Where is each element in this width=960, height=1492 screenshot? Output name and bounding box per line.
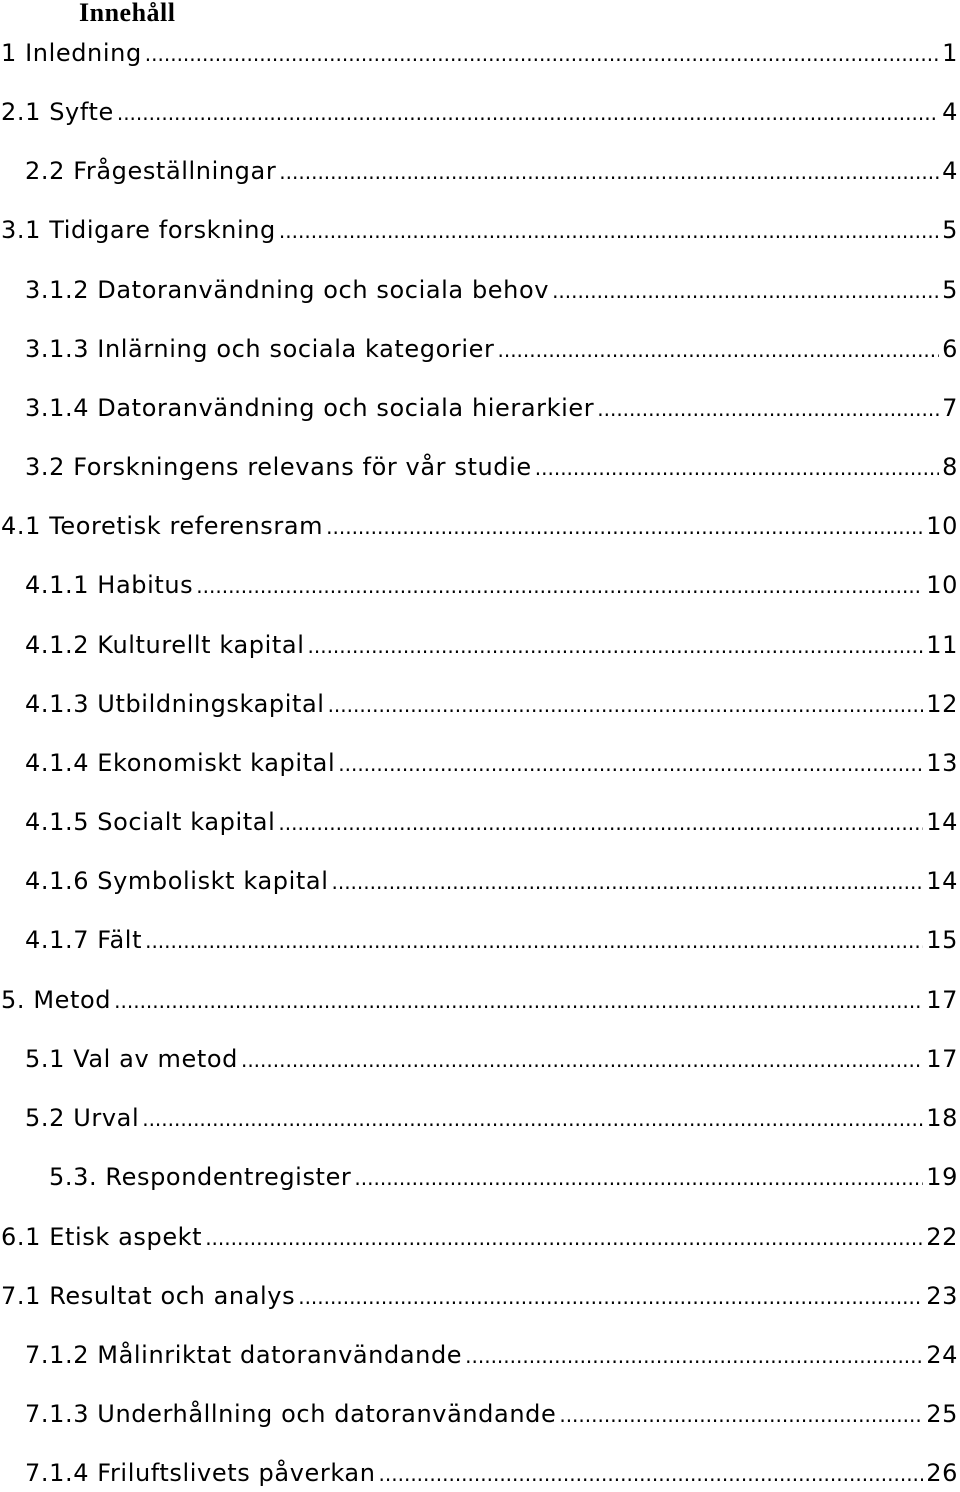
dot-leader bbox=[308, 628, 924, 664]
toc-entry-page: 15 bbox=[926, 926, 958, 954]
toc-entry-label: 3.1.2 Datoranvändning och sociala behov bbox=[25, 276, 550, 304]
toc-entry-underhallning-datoranvandande[interactable] bbox=[25, 1396, 958, 1432]
toc-entry-etisk-aspekt[interactable] bbox=[1, 1219, 958, 1255]
toc-entry-page: 25 bbox=[926, 1400, 958, 1428]
toc-entry-label: 4.1.6 Symboliskt kapital bbox=[25, 867, 329, 895]
toc-entry-datoranvandning-sociala-hierarkier[interactable] bbox=[25, 390, 958, 426]
toc-entry-page: 17 bbox=[926, 1045, 958, 1073]
toc-entry-label: 5.2 Urval bbox=[25, 1104, 140, 1132]
dot-leader bbox=[497, 332, 939, 368]
toc-entry-teoretisk-referensram[interactable] bbox=[1, 508, 958, 544]
toc-entry-label: 4.1.5 Socialt kapital bbox=[25, 808, 276, 836]
toc-entry-page: 7 bbox=[942, 394, 958, 422]
toc-entry-ekonomiskt-kapital[interactable] bbox=[25, 745, 958, 781]
toc-entry-label: 2.2 Frågeställningar bbox=[25, 157, 277, 185]
dot-leader bbox=[279, 213, 939, 249]
dot-leader bbox=[465, 1338, 923, 1374]
dot-leader bbox=[205, 1220, 923, 1256]
toc-entry-page: 17 bbox=[926, 986, 958, 1014]
toc-entry-page: 10 bbox=[926, 512, 958, 540]
toc-entry-label: 3.1.3 Inlärning och sociala kategorier bbox=[25, 335, 495, 363]
dot-leader bbox=[279, 154, 939, 190]
toc-entry-page: 12 bbox=[926, 690, 958, 718]
toc-entry-label: 1 Inledning bbox=[1, 39, 142, 67]
toc-entry-inledning[interactable] bbox=[1, 35, 958, 71]
toc-entry-label: 4.1 Teoretisk referensram bbox=[1, 512, 324, 540]
toc-title: Innehåll bbox=[79, 0, 176, 27]
toc-entry-page: 26 bbox=[926, 1459, 958, 1487]
toc-entry-page: 19 bbox=[926, 1163, 958, 1191]
dot-leader bbox=[535, 450, 939, 486]
toc-entry-page: 23 bbox=[926, 1282, 958, 1310]
toc-entry-label: 3.1.4 Datoranvändning och sociala hierarkier bbox=[25, 394, 595, 422]
toc-entry-tidigare-forskning[interactable] bbox=[1, 212, 958, 248]
dot-leader bbox=[338, 746, 923, 782]
toc-entry-falt[interactable] bbox=[25, 922, 958, 958]
toc-entry-page: 10 bbox=[926, 571, 958, 599]
toc-entry-malinriktat-datoranvandande[interactable] bbox=[25, 1337, 958, 1373]
dot-leader bbox=[552, 273, 939, 309]
toc-entry-label: 5.1 Val av metod bbox=[25, 1045, 238, 1073]
toc-entry-page: 6 bbox=[942, 335, 958, 363]
toc-entry-page: 13 bbox=[926, 749, 958, 777]
toc-entry-label: 4.1.2 Kulturellt kapital bbox=[25, 631, 305, 659]
toc-entry-syfte[interactable] bbox=[1, 94, 958, 130]
dot-leader bbox=[331, 864, 923, 900]
toc-entry-label: 3.1 Tidigare forskning bbox=[1, 216, 276, 244]
toc-entry-page: 1 bbox=[942, 39, 958, 67]
toc-entry-page: 4 bbox=[942, 98, 958, 126]
toc-entry-label: 5. Metod bbox=[1, 986, 112, 1014]
toc-entry-page: 5 bbox=[942, 216, 958, 244]
toc-entry-page: 14 bbox=[926, 808, 958, 836]
toc-entry-resultat-och-analys[interactable] bbox=[1, 1278, 958, 1314]
dot-leader bbox=[328, 687, 924, 723]
toc-entry-page: 22 bbox=[926, 1223, 958, 1251]
toc-entry-label: 7.1.3 Underhållning och datoranvändande bbox=[25, 1400, 557, 1428]
toc-entry-inlarning-sociala-kategorier[interactable] bbox=[25, 331, 958, 367]
toc-entry-fragestallningar[interactable] bbox=[25, 153, 958, 189]
toc-entry-label: 7.1.4 Friluftslivets påverkan bbox=[25, 1459, 376, 1487]
dot-leader bbox=[597, 391, 939, 427]
dot-leader bbox=[114, 983, 923, 1019]
dot-leader bbox=[559, 1397, 923, 1433]
toc-entry-label: 5.3. Respondentregister bbox=[49, 1163, 352, 1191]
dot-leader bbox=[196, 568, 923, 604]
toc-entry-page: 11 bbox=[926, 631, 958, 659]
toc-entry-label: 6.1 Etisk aspekt bbox=[1, 1223, 203, 1251]
toc-entry-page: 5 bbox=[942, 276, 958, 304]
toc-entry-val-av-metod[interactable] bbox=[25, 1041, 958, 1077]
toc-entry-friluftslivets-paverkan[interactable] bbox=[25, 1455, 958, 1491]
toc-entry-label: 4.1.1 Habitus bbox=[25, 571, 194, 599]
toc-entry-respondentregister[interactable] bbox=[49, 1159, 958, 1195]
toc-entry-label: 4.1.3 Utbildningskapital bbox=[25, 690, 325, 718]
toc-entry-page: 14 bbox=[926, 867, 958, 895]
toc-entry-label: 4.1.4 Ekonomiskt kapital bbox=[25, 749, 336, 777]
toc-entry-label: 2.1 Syfte bbox=[1, 98, 114, 126]
toc-entry-utbildningskapital[interactable] bbox=[25, 686, 958, 722]
toc-entry-label: 3.2 Forskningens relevans för vår studie bbox=[25, 453, 532, 481]
dot-leader bbox=[278, 805, 923, 841]
toc-entry-page: 24 bbox=[926, 1341, 958, 1369]
toc-entry-label: 7.1.2 Målinriktat datoranvändande bbox=[25, 1341, 463, 1369]
toc-entry-datoranvandning-sociala-behov[interactable] bbox=[25, 272, 958, 308]
dot-leader bbox=[117, 95, 939, 131]
dot-leader bbox=[326, 509, 923, 545]
toc-entry-symboliskt-kapital[interactable] bbox=[25, 863, 958, 899]
toc-entry-kulturellt-kapital[interactable] bbox=[25, 627, 958, 663]
toc-entry-socialt-kapital[interactable] bbox=[25, 804, 958, 840]
toc-entry-habitus[interactable] bbox=[25, 567, 958, 603]
dot-leader bbox=[145, 36, 939, 72]
toc-entry-urval[interactable] bbox=[25, 1100, 958, 1136]
toc-entry-page: 8 bbox=[942, 453, 958, 481]
dot-leader bbox=[298, 1279, 923, 1315]
toc-entry-forskningens-relevans[interactable] bbox=[25, 449, 958, 485]
dot-leader bbox=[379, 1456, 924, 1492]
dot-leader bbox=[145, 923, 923, 959]
toc-entry-page: 18 bbox=[926, 1104, 958, 1132]
toc-entry-label: 4.1.7 Fält bbox=[25, 926, 143, 954]
toc-entry-metod[interactable] bbox=[1, 982, 958, 1018]
dot-leader bbox=[142, 1101, 923, 1137]
dot-leader bbox=[241, 1042, 923, 1078]
toc-entry-label: 7.1 Resultat och analys bbox=[1, 1282, 296, 1310]
dot-leader bbox=[354, 1160, 923, 1196]
toc-entry-page: 4 bbox=[942, 157, 958, 185]
